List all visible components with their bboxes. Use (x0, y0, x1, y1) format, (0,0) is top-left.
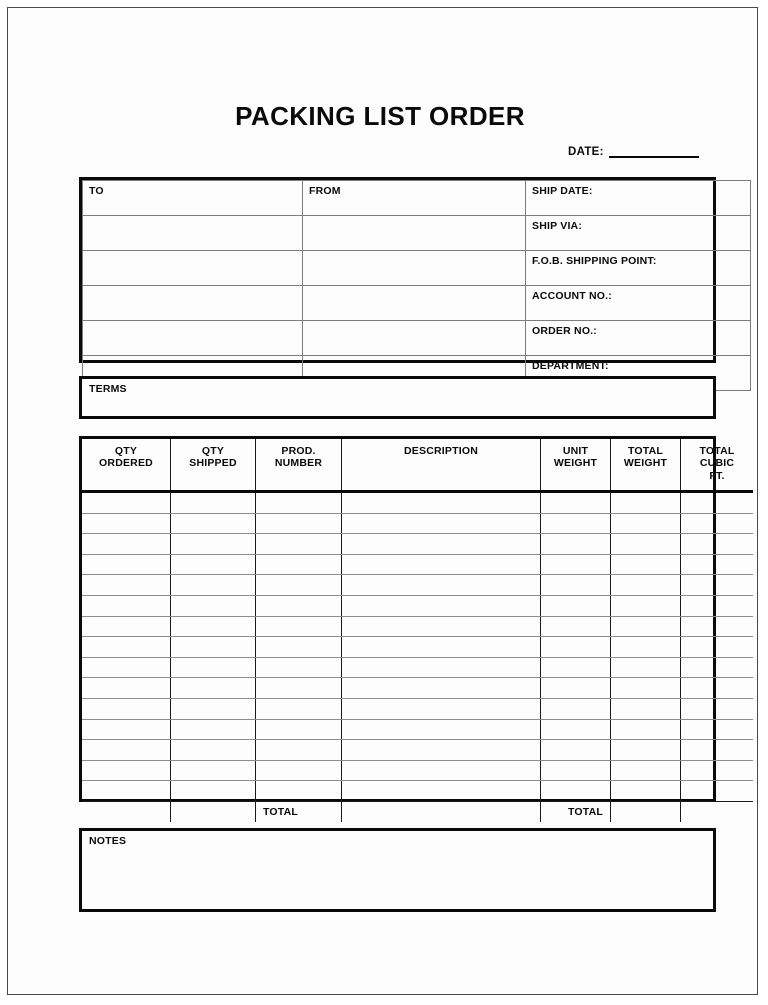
column-header-total-weight (611, 439, 681, 492)
cell-qty-shipped[interactable] (171, 719, 256, 740)
to-cell[interactable] (83, 216, 303, 251)
table-row (82, 740, 753, 761)
cell-prod-number[interactable] (256, 657, 342, 678)
header-line: WEIGHT (553, 457, 598, 470)
cell-qty-shipped[interactable] (171, 575, 256, 596)
cell-qty-shipped[interactable] (171, 492, 256, 514)
terms-label: TERMS (89, 383, 127, 395)
cell-qty-ordered[interactable] (82, 637, 171, 658)
cell-total-weight[interactable] (611, 534, 681, 555)
cell-description[interactable] (342, 637, 541, 658)
header-line: SHIPPED (189, 457, 237, 470)
from-cell[interactable] (303, 321, 526, 356)
cell-total-cubic-ft[interactable] (681, 678, 754, 699)
cell-qty-ordered[interactable] (82, 595, 171, 616)
total-label-prod-number: TOTAL (256, 801, 342, 821)
notes-box[interactable] (79, 828, 716, 912)
cell-qty-ordered[interactable] (82, 760, 171, 781)
items-body (82, 492, 753, 822)
cell-prod-number[interactable] (256, 719, 342, 740)
cell-description[interactable] (342, 616, 541, 637)
header-line: WEIGHT (623, 457, 668, 470)
cell-qty-shipped[interactable] (171, 678, 256, 699)
to-cell[interactable] (83, 286, 303, 321)
from-cell[interactable] (303, 216, 526, 251)
cell-qty-ordered[interactable] (82, 513, 171, 534)
cell-prod-number[interactable] (256, 492, 342, 514)
cell-qty-ordered[interactable] (82, 781, 171, 802)
cell-qty-shipped[interactable] (171, 595, 256, 616)
column-header-qty-shipped (171, 439, 256, 492)
cell-total-weight[interactable] (611, 554, 681, 575)
table-row (82, 657, 753, 678)
cell-total-weight[interactable] (611, 492, 681, 514)
from-cell[interactable] (303, 286, 526, 321)
cell-unit-weight[interactable] (541, 595, 611, 616)
total-label-unit-weight: TOTAL (541, 801, 611, 821)
cell-qty-ordered[interactable] (82, 575, 171, 596)
header-line: FT. (709, 469, 725, 482)
page-title: PACKING LIST ORDER (235, 101, 525, 131)
cell-description[interactable] (342, 554, 541, 575)
shipping-info-table (79, 177, 716, 372)
cell-unit-weight[interactable] (541, 678, 611, 699)
cell-prod-number[interactable] (256, 698, 342, 719)
cell-description[interactable] (342, 575, 541, 596)
cell-description[interactable] (342, 492, 541, 514)
column-header-unit-weight (541, 439, 611, 492)
cell-qty-ordered[interactable] (82, 678, 171, 699)
cell-description[interactable] (342, 513, 541, 534)
cell-total-cubic-ft[interactable] (681, 575, 754, 596)
table-row (82, 595, 753, 616)
header-line: PROD. (281, 445, 316, 457)
detail-cell-account-no[interactable]: ACCOUNT NO.: (526, 286, 751, 321)
cell-qty-shipped[interactable] (171, 554, 256, 575)
cell-total-weight-total[interactable] (611, 801, 681, 821)
detail-cell-order-no[interactable]: ORDER NO.: (526, 321, 751, 356)
cell-description[interactable] (342, 698, 541, 719)
cell-total-weight[interactable] (611, 616, 681, 637)
cell-unit-weight[interactable] (541, 781, 611, 802)
cell-qty-ordered[interactable] (82, 616, 171, 637)
detail-cell-department[interactable]: DEPARTMENT: (526, 356, 751, 391)
cell-prod-number[interactable] (256, 637, 342, 658)
from-header-cell[interactable]: FROM (303, 181, 526, 216)
header-line: ORDERED (99, 457, 153, 470)
table-row (82, 575, 753, 596)
cell-qty-shipped[interactable] (171, 698, 256, 719)
cell-description[interactable] (342, 781, 541, 802)
header-line: NUMBER (274, 457, 323, 470)
cell-total-cubic-ft[interactable] (681, 534, 754, 555)
detail-cell-fob-shipping-point[interactable]: F.O.B. SHIPPING POINT: (526, 251, 751, 286)
cell-description[interactable] (342, 760, 541, 781)
cell-qty-shipped[interactable] (171, 760, 256, 781)
column-header-prod-number (256, 439, 342, 492)
cell-qty-ordered-total[interactable] (82, 801, 171, 821)
cell-prod-number[interactable] (256, 534, 342, 555)
detail-cell-ship-date[interactable]: SHIP DATE: (526, 181, 751, 216)
date-input-blank[interactable] (609, 145, 699, 158)
cell-prod-number[interactable] (256, 575, 342, 596)
cell-total-weight[interactable] (611, 513, 681, 534)
cell-prod-number[interactable] (256, 740, 342, 761)
cell-total-weight[interactable] (611, 678, 681, 699)
cell-unit-weight[interactable] (541, 760, 611, 781)
cell-prod-number[interactable] (256, 616, 342, 637)
table-row (82, 513, 753, 534)
cell-total-weight[interactable] (611, 719, 681, 740)
cell-prod-number[interactable] (256, 760, 342, 781)
cell-qty-shipped[interactable] (171, 513, 256, 534)
cell-unit-weight[interactable] (541, 657, 611, 678)
cell-total-cubic-ft[interactable] (681, 698, 754, 719)
cell-total-cubic-ft[interactable] (681, 760, 754, 781)
table-row (82, 719, 753, 740)
table-row (82, 678, 753, 699)
cell-description[interactable] (342, 657, 541, 678)
cell-prod-number[interactable] (256, 595, 342, 616)
from-cell[interactable] (303, 251, 526, 286)
cell-total-cubic-ft[interactable] (681, 740, 754, 761)
cell-prod-number[interactable] (256, 554, 342, 575)
line-items-table (79, 436, 735, 818)
cell-qty-ordered[interactable] (82, 534, 171, 555)
cell-description[interactable] (342, 740, 541, 761)
cell-total-cubic-ft[interactable] (681, 719, 754, 740)
cell-unit-weight[interactable] (541, 698, 611, 719)
cell-total-cubic-ft[interactable] (681, 595, 754, 616)
to-cell[interactable] (83, 321, 303, 356)
cell-qty-ordered[interactable] (82, 554, 171, 575)
table-row (83, 216, 751, 251)
detail-cell-ship-via[interactable]: SHIP VIA: (526, 216, 751, 251)
cell-total-cubic-ft[interactable] (681, 616, 754, 637)
header-line: TOTAL (627, 445, 664, 457)
cell-unit-weight[interactable] (541, 554, 611, 575)
header-line: UNIT (562, 445, 589, 457)
table-row (82, 781, 753, 802)
cell-qty-ordered[interactable] (82, 657, 171, 678)
header-line: QTY (114, 445, 138, 457)
cell-description-total[interactable] (342, 801, 541, 821)
cell-qty-shipped[interactable] (171, 637, 256, 658)
table-row (82, 534, 753, 555)
cell-total-weight[interactable] (611, 657, 681, 678)
column-header-total-cubic-ft (681, 439, 754, 492)
cell-total-weight[interactable] (611, 575, 681, 596)
cell-total-cubic-ft[interactable] (681, 637, 754, 658)
cell-total-weight[interactable] (611, 760, 681, 781)
header-line: QTY (201, 445, 225, 457)
cell-description[interactable] (342, 534, 541, 555)
table-row (82, 554, 753, 575)
cell-unit-weight[interactable] (541, 575, 611, 596)
cell-description[interactable] (342, 678, 541, 699)
form-page (7, 7, 758, 995)
cell-qty-shipped[interactable] (171, 657, 256, 678)
header-line: DESCRIPTION (404, 445, 478, 457)
items-total-row (82, 801, 753, 821)
header-line: CUBIC (699, 457, 735, 470)
table-row (82, 698, 753, 719)
cell-qty-ordered[interactable] (82, 698, 171, 719)
cell-total-weight[interactable] (611, 740, 681, 761)
notes-label: NOTES (89, 835, 127, 847)
cell-unit-weight[interactable] (541, 492, 611, 514)
table-row (83, 321, 751, 356)
cell-total-cubic-ft-total[interactable] (681, 801, 754, 821)
cell-unit-weight[interactable] (541, 616, 611, 637)
column-header-qty-ordered (82, 439, 171, 492)
table-row (82, 616, 753, 637)
cell-unit-weight[interactable] (541, 513, 611, 534)
date-label: DATE: (568, 146, 604, 158)
cell-prod-number[interactable] (256, 678, 342, 699)
cell-qty-ordered[interactable] (82, 740, 171, 761)
cell-qty-shipped[interactable] (171, 740, 256, 761)
cell-total-cubic-ft[interactable] (681, 492, 754, 514)
cell-total-weight[interactable] (611, 781, 681, 802)
cell-qty-shipped[interactable] (171, 534, 256, 555)
cell-total-weight[interactable] (611, 595, 681, 616)
cell-unit-weight[interactable] (541, 719, 611, 740)
to-cell[interactable] (83, 251, 303, 286)
cell-total-cubic-ft[interactable] (681, 554, 754, 575)
table-row (83, 286, 751, 321)
items-header-row (82, 439, 753, 492)
cell-qty-shipped-total[interactable] (171, 801, 256, 821)
cell-qty-ordered[interactable] (82, 492, 171, 514)
cell-unit-weight[interactable] (541, 637, 611, 658)
date-field[interactable] (568, 145, 699, 158)
header-line: TOTAL (699, 445, 735, 457)
cell-description[interactable] (342, 595, 541, 616)
column-header-description (342, 439, 541, 492)
cell-qty-ordered[interactable] (82, 719, 171, 740)
cell-total-weight[interactable] (611, 637, 681, 658)
cell-unit-weight[interactable] (541, 740, 611, 761)
table-row (82, 637, 753, 658)
table-row (83, 181, 751, 216)
cell-total-cubic-ft[interactable] (681, 513, 754, 534)
cell-total-cubic-ft[interactable] (681, 657, 754, 678)
terms-box[interactable] (79, 376, 716, 419)
to-header-cell[interactable]: TO (83, 181, 303, 216)
cell-total-weight[interactable] (611, 698, 681, 719)
cell-qty-shipped[interactable] (171, 781, 256, 802)
cell-qty-shipped[interactable] (171, 616, 256, 637)
cell-prod-number[interactable] (256, 781, 342, 802)
cell-prod-number[interactable] (256, 513, 342, 534)
cell-total-cubic-ft[interactable] (681, 781, 754, 802)
cell-description[interactable] (342, 719, 541, 740)
table-row (82, 492, 753, 514)
table-row (83, 251, 751, 286)
cell-unit-weight[interactable] (541, 534, 611, 555)
table-row (82, 760, 753, 781)
